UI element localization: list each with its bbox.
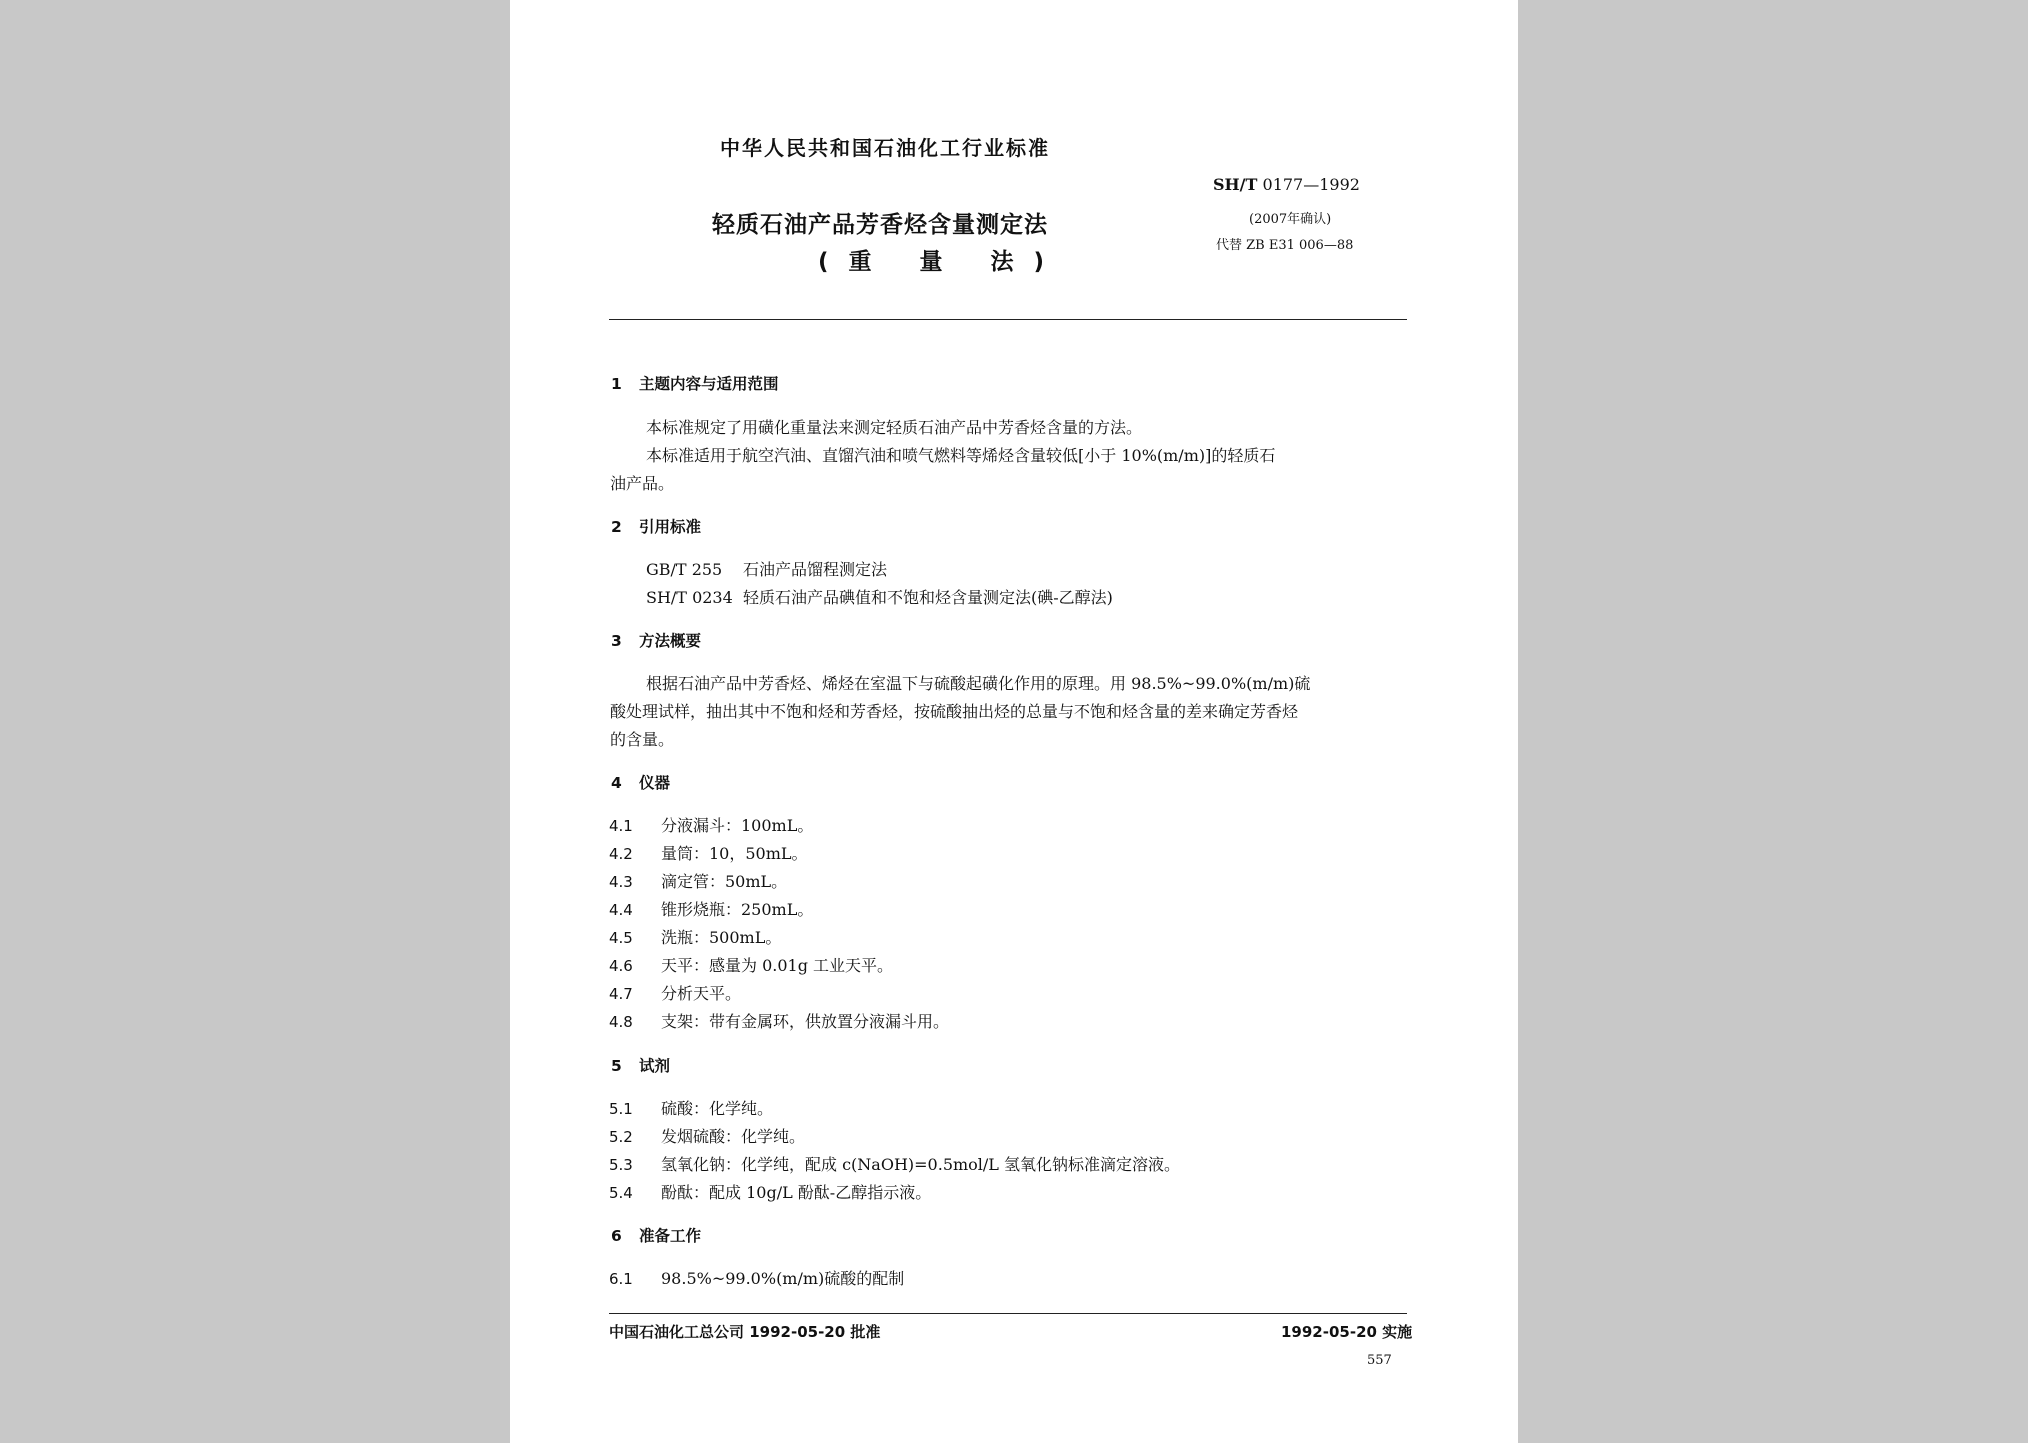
paragraph-continuation: 的含量。	[610, 730, 675, 749]
list-item: 4.5 洗瓶：500mL。	[609, 928, 782, 947]
list-item: 4.4 锥形烧瓶：250mL。	[609, 900, 814, 919]
standard-prefix: SH/T	[1213, 175, 1258, 194]
paragraph: 根据石油产品中芳香烃、烯烃在室温下与硫酸起磺化作用的原理。用 98.5%~99.0%(m/m)硫	[646, 674, 1311, 693]
page-number: 557	[1367, 1353, 1392, 1368]
section-heading-2: 2 引用标准	[611, 518, 702, 536]
document-title: 轻质石油产品芳香烃含量测定法	[712, 212, 1048, 238]
paragraph-continuation: 酸处理试样，抽出其中不饱和烃和芳香烃，按硫酸抽出烃的总量与不饱和烃含量的差来确定芳香烃	[610, 702, 1299, 721]
list-item: 5.1 硫酸：化学纯。	[609, 1099, 774, 1118]
standard-number-value: 0177—1992	[1257, 175, 1360, 194]
document-page	[510, 0, 1518, 1443]
list-item: 5.4 酚酞：配成 10g/L 酚酞-乙醇指示液。	[609, 1183, 932, 1202]
replaces-note: 代替 ZB E31 006—88	[1216, 238, 1354, 253]
footer-divider	[609, 1313, 1407, 1314]
list-item: 5.2 发烟硫酸：化学纯。	[609, 1127, 806, 1146]
list-item: 4.7 分析天平。	[609, 984, 742, 1003]
paragraph-continuation: 油产品。	[610, 474, 675, 493]
implementation-date: 1992-05-20 实施	[1281, 1323, 1413, 1341]
issuing-organization: 中华人民共和国石油化工行业标准	[720, 136, 1050, 160]
section-heading-5: 5 试剂	[611, 1057, 671, 1075]
header-divider	[609, 319, 1407, 320]
paragraph: 本标准适用于航空汽油、直馏汽油和喷气燃料等烯烃含量较低[小于 10%(m/m)]的轻质石	[646, 446, 1276, 465]
approval-note: 中国石油化工总公司 1992-05-20 批准	[609, 1323, 881, 1341]
list-item: 4.1 分液漏斗：100mL。	[609, 816, 814, 835]
document-subtitle: (重 量 法)	[818, 249, 1065, 275]
confirmation-note: (2007年确认)	[1249, 212, 1332, 227]
section-heading-6: 6 准备工作	[611, 1227, 702, 1245]
reference-item: SH/T 0234 轻质石油产品碘值和不饱和烃含量测定法(碘-乙醇法)	[646, 588, 1113, 607]
section-heading-3: 3 方法概要	[611, 632, 702, 650]
reference-item: GB/T 255 石油产品馏程测定法	[646, 560, 888, 579]
list-item: 6.1 98.5%~99.0%(m/m)硫酸的配制	[609, 1269, 905, 1288]
list-item: 4.8 支架：带有金属环，供放置分液漏斗用。	[609, 1012, 950, 1031]
list-item: 5.3 氢氧化钠：化学纯，配成 c(NaOH)=0.5mol/L 氢氧化钠标准滴定溶液。	[609, 1155, 1181, 1174]
section-heading-4: 4 仪器	[611, 774, 671, 792]
standard-number	[1213, 175, 1360, 194]
section-heading-1: 1 主题内容与适用范围	[611, 375, 779, 393]
list-item: 4.3 滴定管：50mL。	[609, 872, 788, 891]
list-item: 4.6 天平：感量为 0.01g 工业天平。	[609, 956, 894, 975]
list-item: 4.2 量筒：10，50mL。	[609, 844, 808, 863]
paragraph: 本标准规定了用磺化重量法来测定轻质石油产品中芳香烃含量的方法。	[646, 418, 1143, 437]
